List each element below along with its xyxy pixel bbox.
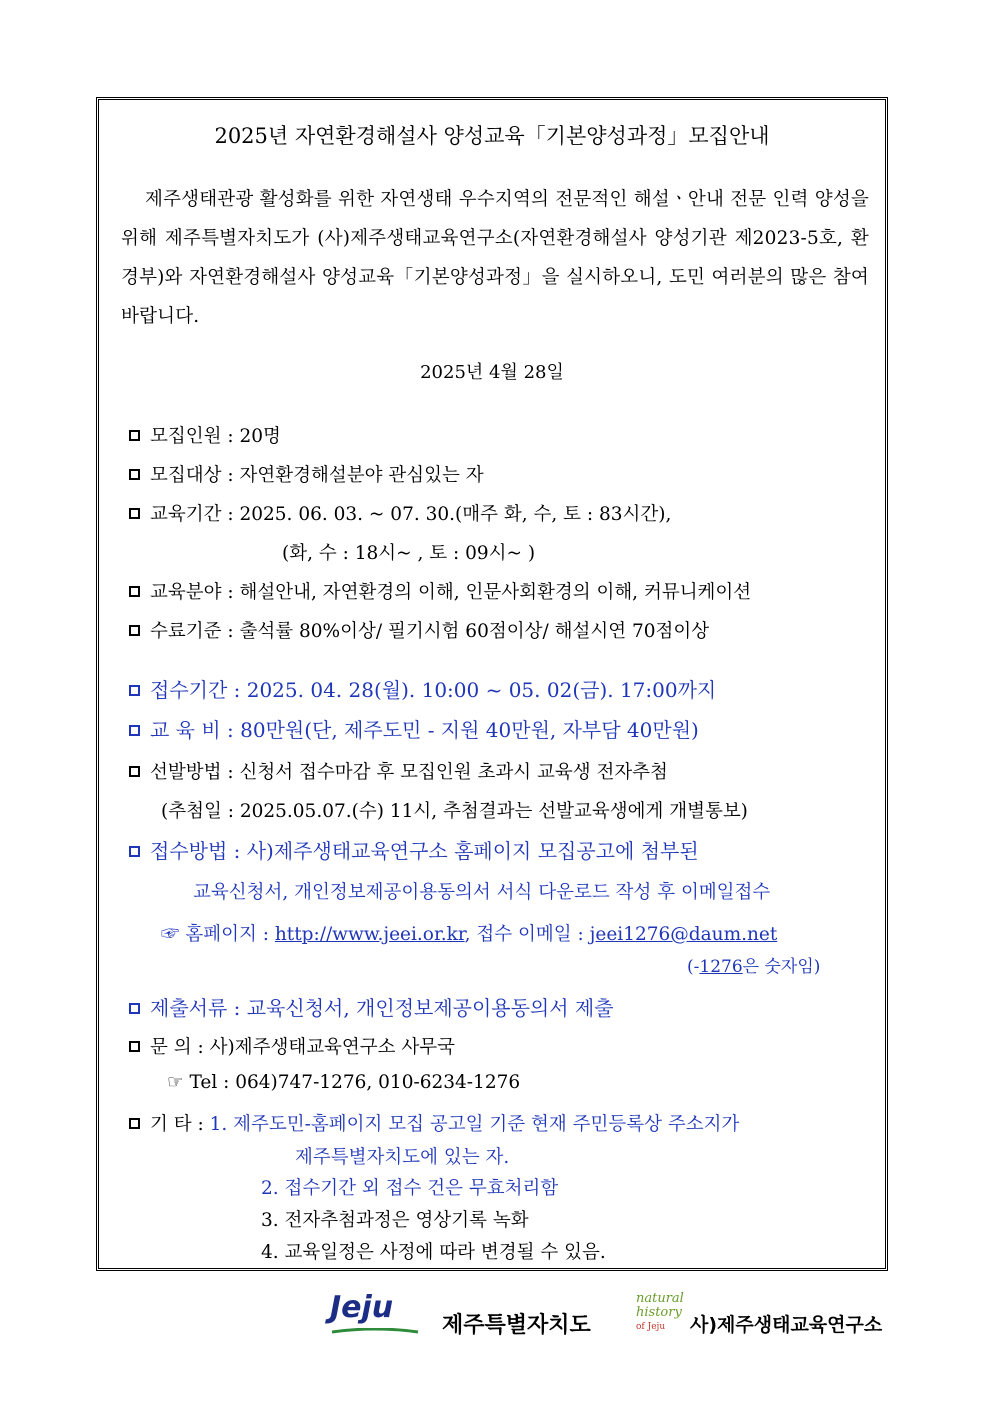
- etc-1-continued: 제주특별자치도에 있는 자.: [295, 1147, 510, 1168]
- homepage-line: [161, 920, 777, 946]
- apply-method-detail: 교육신청서, 개인정보제공이용동의서 서식 다운로드 작성 후 이메일접수: [193, 882, 771, 903]
- checkbox-icon: [129, 685, 140, 696]
- criteria-item: 수료기준 : 출석률 80%이상/ 필기시험 60점이상/ 해설시연 70점이상: [129, 617, 709, 643]
- checkbox-icon: [129, 625, 140, 636]
- homepage-link[interactable]: http://www.jeei.or.kr: [274, 924, 465, 945]
- checkbox-icon: [129, 725, 140, 736]
- notice-date: 2025년 4월 28일: [420, 362, 564, 383]
- natural-history-logo: natural history of Jeju: [636, 1291, 684, 1332]
- inquiry-item: 문 의 : 사)제주생태교육연구소 사무국: [129, 1033, 455, 1059]
- jeju-logo: Jeju: [330, 1290, 393, 1325]
- email-label: , 접수 이메일 :: [464, 924, 590, 945]
- jeju-logo-swoosh-icon: [330, 1328, 420, 1336]
- etc-4: 4. 교육일정은 사정에 따라 변경될 수 있음.: [261, 1242, 606, 1263]
- notice-frame: [96, 97, 888, 1271]
- tel-line: ☞ Tel : 064)747-1276, 010-6234-1276: [167, 1072, 521, 1093]
- checkbox-icon: [129, 508, 140, 519]
- page-title: 2025년 자연환경해설사 양성교육「기본양성과정」모집안내: [214, 124, 770, 148]
- etc-item: 기 타 : 1. 제주도민-홈페이지 모집 공고일 기준 현재 주민등록상 주소지가: [129, 1110, 739, 1136]
- checkbox-icon: [129, 586, 140, 597]
- fee-item: 교 육 비 : 80만원(단, 제주도민 - 지원 40만원, 자부담 40만원): [129, 714, 699, 743]
- period-detail: (화, 수 : 18시~ , 토 : 09시~ ): [282, 543, 536, 564]
- recruit-target-item: 모집대상 : 자연환경해설분야 관심있는 자: [129, 461, 484, 487]
- checkbox-icon: [129, 430, 140, 441]
- checkbox-icon: [129, 1118, 140, 1129]
- checkbox-icon: [129, 766, 140, 777]
- selection-item: 선발방법 : 신청서 접수마감 후 모집인원 초과시 교육생 전자추첨: [129, 758, 668, 784]
- etc-3: 3. 전자추첨과정은 영상기록 녹화: [261, 1210, 529, 1231]
- field-item: 교육분야 : 해설안내, 자연환경의 이해, 인문사회환경의 이해, 커뮤니케이션: [129, 578, 751, 604]
- checkbox-icon: [129, 469, 140, 480]
- jeju-province-name: 제주특별자치도: [442, 1313, 591, 1338]
- homepage-label: ☞ 홈페이지 :: [161, 924, 275, 945]
- footer: [0, 1290, 992, 1350]
- apply-period-item: 접수기간 : 2025. 04. 28(월). 10:00 ~ 05. 02(금). 17:00까지: [129, 674, 716, 703]
- checkbox-icon: [129, 1041, 140, 1052]
- etc-2: 2. 접수기간 외 접수 건은 무효처리함: [261, 1178, 559, 1199]
- period-item: 교육기간 : 2025. 06. 03. ~ 07. 30.(매주 화, 수, 토 : 83시간),: [129, 500, 671, 526]
- checkbox-icon: [129, 1003, 140, 1014]
- intro-paragraph: 제주생태관광 활성화를 위한 자연생태 우수지역의 전문적인 해설ㆍ안내 전문 인력 양성을 위해 제주특별자치도가 (사)제주생태교육연구소(자연환경해설사 양성기관 제2023-5호, 환경부)와 자연환경해설사 양성교육「기본양성과정」을 실시하오니, 도민 여러분의 많은 참여 바랍니다.: [121, 189, 869, 327]
- recruit-count-item: 모집인원 : 20명: [129, 422, 281, 448]
- email-note: (-1276은 숫자임): [687, 957, 821, 977]
- documents-item: 제출서류 : 교육신청서, 개인정보제공이용동의서 제출: [129, 992, 614, 1021]
- email-link[interactable]: jeei1276@daum.net: [589, 924, 778, 945]
- checkbox-icon: [129, 846, 140, 857]
- selection-detail: (추첨일 : 2025.05.07.(수) 11시, 추첨결과는 선발교육생에게 개별통보): [161, 801, 748, 822]
- apply-method-item: 접수방법 : 사)제주생태교육연구소 홈페이지 모집공고에 첨부된: [129, 835, 699, 864]
- institute-name: 사)제주생태교육연구소: [690, 1314, 883, 1336]
